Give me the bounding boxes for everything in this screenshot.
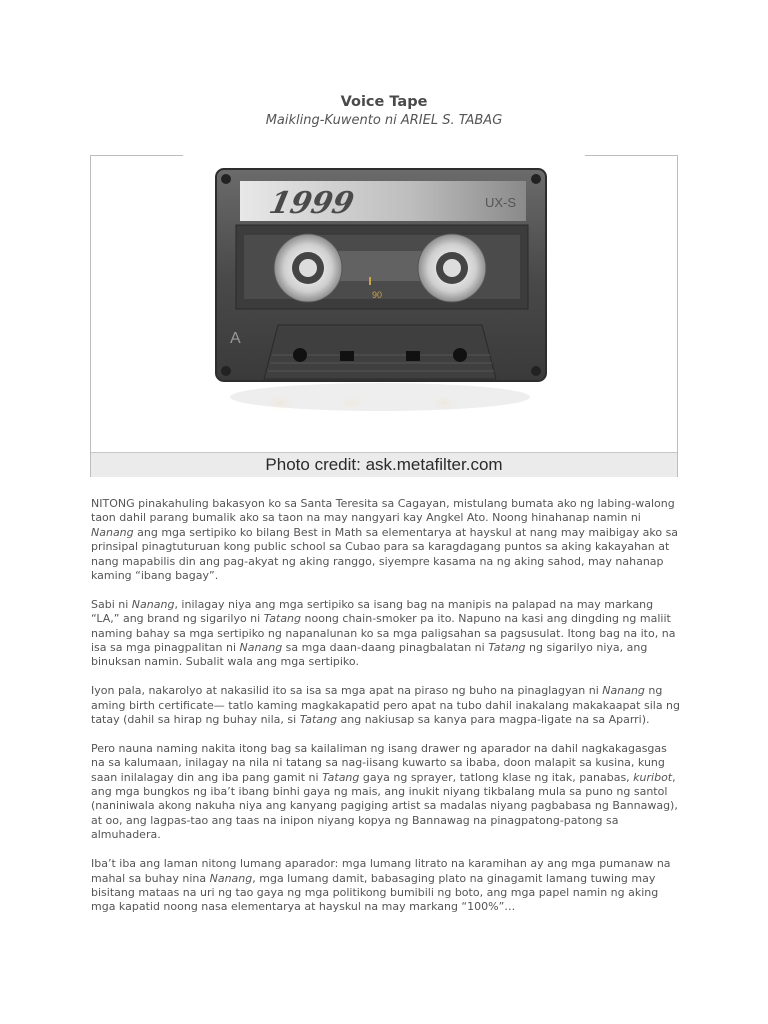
paragraph-text: Sabi ni: [91, 597, 132, 611]
label-handwriting: 1999: [266, 186, 357, 221]
story-title: Voice Tape: [340, 94, 428, 110]
story-paragraph: [91, 684, 681, 727]
italic-text: Nanang: [131, 597, 175, 611]
paragraph-text: noong chain-smoker pa ito. Napuno na kasi ang dingding ng maliit naming bahay sa mga sertipiko ng napanalunan ko sa mga paligsahan sa pagsusulat. Itong bag na ito, na isa sa mga pinagpalitan ni: [91, 612, 676, 655]
screw: [221, 174, 231, 184]
italic-text: Nanang: [91, 525, 134, 539]
screw: [531, 174, 541, 184]
screw: [531, 366, 541, 376]
frame-border: [585, 155, 678, 156]
paragraph-text: Iba’t iba ang laman nitong lumang aparador: mga lumang litrato na karamihan ay ang mga pumanaw na mahal sa buhay nina: [91, 857, 671, 885]
cassette-tape-photo: [200, 165, 560, 425]
paragraph-text: sa mga daan-daang pinagbalatan ni: [282, 641, 489, 655]
paragraph-text: ng aming birth certificate— tatlo kaming magkakapatid pero apat na tubo dahil inakalang makakaapat sila ng tatay (dahil sa hirap ng buhay nila, si: [91, 684, 681, 727]
italic-text: Tatang: [263, 612, 302, 626]
side-letter: A: [230, 330, 241, 347]
paragraph-text: , ang mga bungkos ng iba’t ibang binhi gaya ng mais, ang inukit niyang tikbalang mula sa puno ng santol (naniniwala akong nakuha niya ang kanyang pagiging artist sa madalas niyang pagbabasa ng Bannawag), at oo, ang lagpas-tao ang taas na inipon niyang kopya ng Bannawag na pinagpatong-patong sa almuhadera.: [91, 770, 678, 842]
italic-text: Tatang: [299, 713, 338, 727]
story-paragraph: [91, 742, 681, 843]
story-paragraph: [91, 497, 681, 583]
paragraph-text: NITONG pinakahuling bakasyon ko sa Santa Teresita sa Cagayan, mistulang bumata ako ng labing-walong taon dahil parang bumalik ako sa taon na may nangyari kay Angkel Ato. Noong hinahanap namin ni: [91, 497, 675, 525]
paragraph-text: Pero nauna naming nakita itong bag sa kailaliman ng isang drawer ng aparador na dahil nagkakagasgas na sa kalumaan, inilagay na nila ni tatang sa nag-iisang kuwarto sa ibaba, doon malapit sa kusina, kung saan inilalagay din ang iba pang gamit ni: [91, 741, 667, 784]
tape-length: 90: [372, 290, 383, 300]
frame-border: [90, 155, 91, 477]
photo-figure: [90, 155, 678, 477]
italic-text: Tatang: [322, 770, 360, 784]
story-paragraph: [91, 857, 681, 915]
paragraph-text: , mga lumang damit, babasaging plato na ginagamit lamang tuwing may bisitang mataas na uri ng tao gaya ng mga politikong bumibili ng boto, ang mga papel namin ng aking mga kapatid noong nasa elementarya at hayskul na may markang “100%”…: [91, 871, 659, 914]
paragraph-text: ang nakiusap sa kanya para magpa-ligate na sa Aparri).: [337, 713, 650, 727]
label-brand: UX-S: [485, 195, 517, 210]
photo-caption-bar: [91, 452, 677, 477]
story-paragraph: [91, 598, 681, 670]
italic-text: Nanang: [209, 871, 253, 885]
screw: [221, 366, 231, 376]
paragraph-text: gaya ng sprayer, tatlong klase ng itak, panabas,: [359, 770, 634, 784]
italic-text: kuribot: [633, 770, 673, 784]
frame-border: [90, 155, 183, 156]
italic-text: Tatang: [488, 641, 526, 655]
frame-border: [677, 155, 678, 477]
photo-credit: Photo credit: ask.metafilter.com: [265, 455, 503, 474]
paragraph-text: , inilagay niya ang mga sertipiko sa isang bag na manipis na palapad na may markang “LA,” ang brand ng sigarilyo ni: [91, 597, 654, 626]
italic-text: Nanang: [239, 641, 283, 655]
story-body: [91, 497, 681, 929]
paragraph-text: Iyon pala, nakarolyo at nakasilid ito sa isa sa mga apat na piraso ng buho na pinaglagyan ni: [91, 684, 603, 698]
story-subtitle: Maikling-Kuwento ni ARIEL S. TABAG: [265, 113, 503, 128]
italic-text: Nanang: [602, 684, 645, 698]
paragraph-text: ang mga sertipiko ko bilang Best in Math sa elementarya at hayskul at nang may maibigay ako sa prinsipal pinagtuturuan kong public school sa Cubao para sa karagdagang puntos sa aking kakayahan at nang mapabilis din ang pag-akyat ng aking ranggo, siyempre kasama na ng aking sahod, may nahanap kaming “ibang bagay”.: [91, 525, 679, 583]
paragraph-text: ng sigarilyo niya, ang binuksan namin. Subalit wala ang mga sertipiko.: [91, 641, 648, 669]
